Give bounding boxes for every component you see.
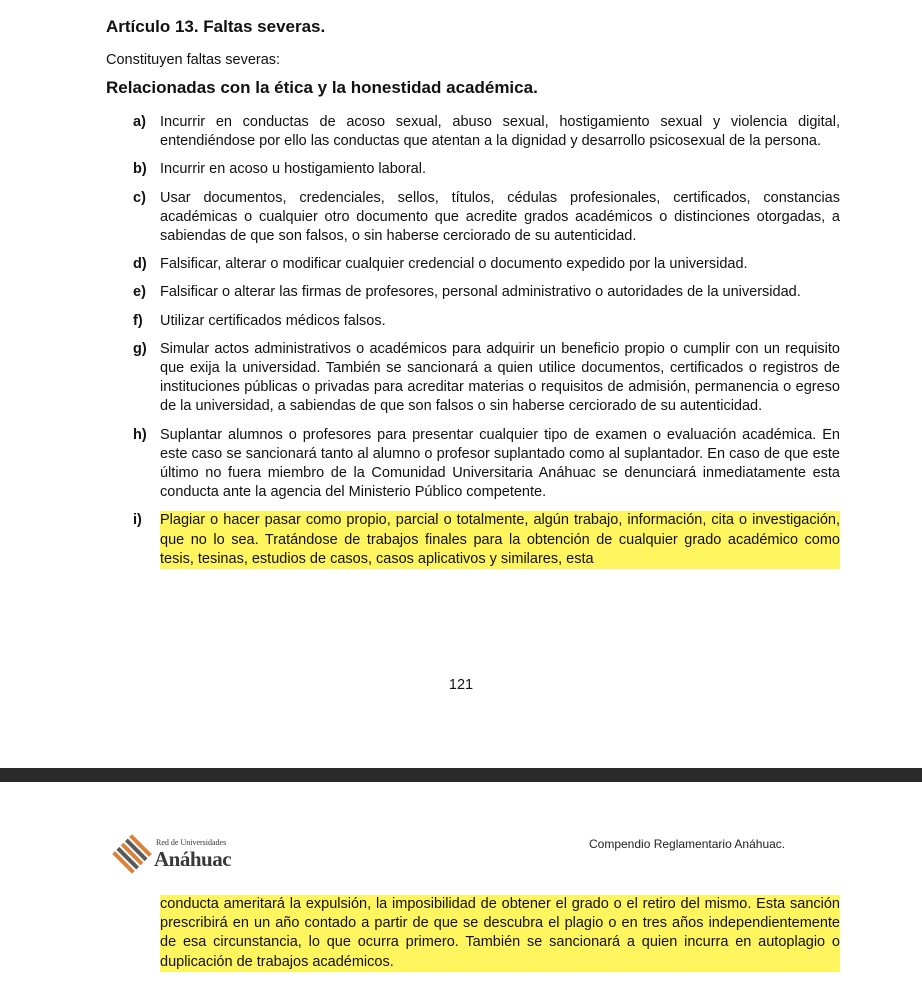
item-text: Usar documentos, credenciales, sellos, títulos, cédulas profesionales, certificados, constancias académicas o cualquier otro documento que acredite grados académicos o distinciones otorgadas, a sabiendas de que son falsos, o sin haberse cerciorado de su autenticidad. (160, 189, 840, 245)
item-letter: d) (133, 256, 147, 273)
item-letter: c) (133, 189, 146, 206)
item-text: Falsificar o alterar las firmas de profesores, personal administrativo o autoridades de la universidad. (160, 284, 801, 301)
list-item-c (133, 189, 840, 247)
page-divider (0, 768, 922, 782)
logo-subtitle: Red de Universidades (156, 838, 227, 847)
item-text: Suplantar alumnos o profesores para presentar cualquier tipo de examen o evaluación académica. En este caso se sancionará tanto al alumno o profesor suplantado como al suplantador. En caso de que este último no fuera miembro de la Comunidad Universitaria Anáhuac se denunciará inmediatamente esta conducta ante la agencia del Ministerio Público competente. (160, 426, 840, 501)
item-letter: i) (133, 512, 142, 529)
item-text: Incurrir en acoso u hostigamiento laboral. (160, 161, 426, 178)
list-item-d (133, 255, 840, 274)
item-letter: e) (133, 284, 146, 301)
article-heading: Artículo 13. Faltas severas. (106, 17, 326, 36)
item-letter: b) (133, 161, 147, 178)
list-item-i (133, 511, 840, 569)
document-page-122 (0, 782, 922, 981)
list-item-g (133, 340, 840, 417)
list-item-h (133, 426, 840, 503)
item-letter: f) (133, 312, 143, 329)
offense-list (133, 113, 840, 578)
item-text: Incurrir en conductas de acoso sexual, abuso sexual, hostigamiento sexual y violencia digital, entendiéndose por ello las conductas que atentan a la dignidad y desarrollo psicosexual de la persona. (160, 114, 840, 150)
logo-wordmark: Anáhuac (154, 847, 232, 871)
item-letter: g) (133, 340, 147, 357)
list-item-e (133, 283, 840, 302)
page-number: 121 (448, 677, 474, 693)
continued-item-text: conducta ameritará la expulsión, la imposibilidad de obtener el grado o el retiro del mismo. Esta sanción prescribirá en un año contado a partir de que se descubra el plagio o en tres años independientemente de esa circunstancia, lo que ocurra primero. También se sancionará a quien incurra en autoplagio o duplicación de trabajos académicos. (160, 895, 840, 972)
item-letter: h) (133, 426, 147, 443)
anahuac-logo (112, 834, 242, 876)
item-text: Simular actos administrativos o académicos para adquirir un beneficio propio o cumplir con un requisito que exija la universidad. También se sancionará a quien utilice documentos, certificados o registros de instituciones públicas o privadas para acreditar materias o requisitos de admisión, permanencia o egreso de la universidad, a sabiendas de que son falsos o sin haberse cerciorado de su autenticidad. (160, 340, 840, 415)
section-subheading: Relacionadas con la ética y la honestidad académica. (106, 78, 538, 97)
running-header: Compendio Reglamentario Anáhuac. (589, 837, 786, 851)
item-letter: a) (133, 114, 146, 130)
anahuac-diamond-icon (112, 834, 152, 874)
list-item-a (133, 113, 840, 151)
item-text: Falsificar, alterar o modificar cualquier credencial o documento expedido por la universidad. (160, 256, 748, 273)
item-text: Utilizar certificados médicos falsos. (160, 312, 386, 329)
highlighted-item-text: Plagiar o hacer pasar como propio, parcial o totalmente, algún trabajo, información, cita o investigación, que no lo sea. Tratándose de trabajos finales para la obtención de cualquier grado académico como tesis, tesinas, estudios de casos, casos aplicativos y similares, esta (160, 511, 840, 569)
article-intro: Constituyen faltas severas: (106, 52, 281, 68)
list-item-b (133, 160, 840, 179)
list-item-f (133, 312, 840, 331)
